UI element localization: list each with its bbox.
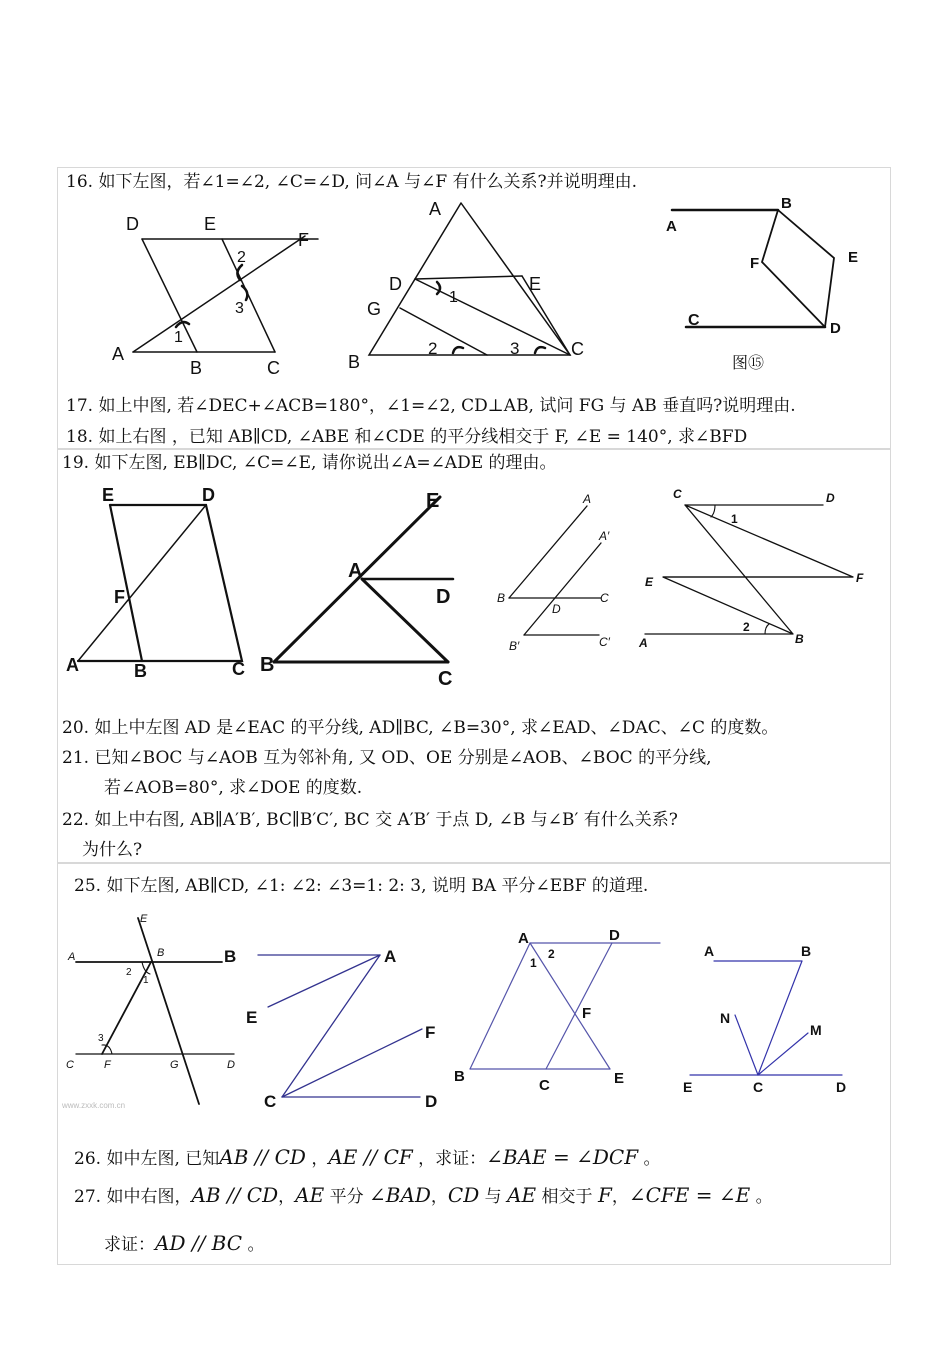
label: F <box>750 255 760 272</box>
math: AE <box>295 1183 325 1207</box>
label: D <box>436 586 451 608</box>
question-21-line1: 21. 已知∠BOC 与∠AOB 互为邻补角, 又 OD、OE 分别是∠AOB、∠BOC 的平分线, <box>62 748 712 768</box>
label: D <box>389 274 402 294</box>
label: E <box>529 274 542 294</box>
label: A <box>583 492 592 506</box>
text: ， <box>611 1187 629 1207</box>
label: C <box>753 1079 764 1095</box>
label: C <box>66 1059 74 1071</box>
label: F <box>104 1059 111 1071</box>
text: 相交于 <box>536 1187 598 1207</box>
label: 2 <box>126 967 132 978</box>
figure-16 <box>100 210 330 385</box>
question-27-prefix: 27. 如中右图， <box>74 1187 192 1207</box>
label: A <box>429 199 442 219</box>
label: 1 <box>143 975 149 986</box>
figure-caption: 图⑮ <box>732 355 765 372</box>
label: E <box>246 1008 258 1027</box>
label: G <box>170 1059 179 1071</box>
label: B <box>454 1068 465 1085</box>
label: F <box>856 571 864 585</box>
math-ab-cd: AB // CD <box>219 1145 306 1169</box>
label: B′ <box>509 639 520 653</box>
question-21-line2: 若∠AOB=80°, 求∠DOE 的度数. <box>104 778 363 798</box>
figure-27 <box>450 925 665 1094</box>
label: D <box>126 214 139 234</box>
label: 1 <box>449 289 458 306</box>
question-19: 19. 如下左图, EB∥DC, ∠C=∠E, 请你说出∠A=∠ADE 的理由。 <box>62 453 557 473</box>
text: 平分 <box>324 1187 369 1207</box>
label: C <box>438 668 453 690</box>
math: F <box>597 1183 612 1207</box>
label: A <box>348 560 363 582</box>
label: E <box>204 214 217 234</box>
label: 3 <box>510 339 520 358</box>
label: A <box>639 636 648 650</box>
figure-28 <box>680 935 860 1100</box>
question-16: 16. 如下左图，若∠1=∠2, ∠C=∠D, 问∠A 与∠F 有什么关系?并说明理由. <box>66 172 638 192</box>
question-18: 18. 如上右图 ，已知 AB∥CD, ∠ABE 和∠CDE 的平分线相交于 F, ∠E = 140°, 求∠BFD <box>66 427 748 447</box>
proof-end: 。 <box>242 1235 265 1255</box>
label: 2 <box>548 947 555 961</box>
question-22-line1: 22. 如上中右图, AB∥A′B′, BC∥B′C′, BC 交 A′B′ 于点 D, ∠B 与∠B′ 有什么关系? <box>62 810 678 830</box>
label: B <box>134 661 147 681</box>
figure-18 <box>660 192 870 382</box>
label: E <box>683 1079 693 1095</box>
label: A <box>666 218 677 235</box>
label: F <box>298 230 309 250</box>
figure-25 <box>62 910 242 1115</box>
math-ae-cf: AE // CF <box>328 1145 413 1169</box>
label: 1 <box>731 512 738 526</box>
figure-17 <box>345 198 595 378</box>
label: B <box>190 358 203 378</box>
label: A <box>66 655 79 675</box>
question-22-line2: 为什么? <box>82 840 143 860</box>
label: C <box>571 339 584 359</box>
label: D <box>826 491 835 505</box>
math-angle-equation: ∠BAE = ∠DCF <box>486 1145 639 1169</box>
label: 1 <box>174 329 183 346</box>
label: D <box>609 927 620 944</box>
label: 1 <box>530 956 537 970</box>
question-26-mid: ，求证： <box>412 1149 487 1169</box>
label: D <box>830 320 841 337</box>
label: E <box>140 913 148 925</box>
label: C <box>264 1092 277 1111</box>
label: G <box>367 299 382 319</box>
figure-23 <box>635 485 875 655</box>
label: A <box>384 947 397 966</box>
figure-19 <box>62 485 262 685</box>
label: M <box>810 1022 822 1038</box>
label: A <box>518 930 529 947</box>
label: A <box>112 344 125 364</box>
label: E <box>426 490 440 512</box>
math: AE <box>507 1183 537 1207</box>
label: N <box>720 1010 731 1026</box>
label: D <box>836 1079 847 1095</box>
label: 2 <box>743 620 750 634</box>
label: E <box>614 1070 625 1087</box>
label: B <box>801 943 812 959</box>
question-27 <box>74 1185 773 1207</box>
label: F <box>425 1023 436 1042</box>
math-ad-bc: AD // BC <box>155 1231 243 1255</box>
question-17: 17. 如上中图, 若∠DEC+∠ACB=180°，∠1=∠2, CD⊥AB, 试问 FG 与 AB 垂直吗?说明理由. <box>66 396 796 416</box>
label: D <box>202 485 215 505</box>
label: 2 <box>428 339 438 358</box>
figure-26 <box>224 935 450 1120</box>
question-25: 25. 如下左图, AB∥CD, ∠1: ∠2: ∠3=1: 2: 3, 说明 BA 平分∠EBF 的道理. <box>74 876 649 896</box>
math: CD <box>447 1183 480 1207</box>
label: E <box>102 485 115 505</box>
label: E <box>645 575 654 589</box>
question-26-prefix: 26. 如中左图, 已知 <box>74 1149 220 1169</box>
watermark: www.zxxk.com.cn <box>62 1101 126 1110</box>
separator: ， <box>305 1149 329 1169</box>
label: D <box>227 1059 235 1071</box>
label: D <box>425 1092 438 1111</box>
label: C′ <box>599 635 610 649</box>
label: B <box>260 654 275 676</box>
label: 3 <box>235 300 244 317</box>
question-27-proof <box>104 1233 264 1255</box>
label: E <box>848 249 859 266</box>
label: B <box>157 947 165 959</box>
question-26-end: 。 <box>638 1149 661 1169</box>
label: C <box>267 358 280 378</box>
label: C <box>600 591 609 605</box>
math: ∠CFE = ∠E <box>628 1183 751 1207</box>
label: F <box>582 1005 592 1022</box>
proof-label: 求证： <box>104 1235 155 1255</box>
question-26 <box>74 1147 661 1169</box>
label: C <box>539 1077 550 1094</box>
label: B <box>497 591 506 605</box>
label: B <box>781 195 792 212</box>
math: ∠BAD <box>368 1183 431 1207</box>
label: 3 <box>98 1033 104 1044</box>
label: B <box>348 352 361 372</box>
label: B <box>224 947 237 966</box>
text: ， <box>430 1187 448 1207</box>
label: A <box>704 943 715 959</box>
label: D <box>552 602 561 616</box>
figure-22 <box>495 488 635 663</box>
label: F <box>114 587 125 607</box>
text: ， <box>278 1187 296 1207</box>
text: 。 <box>750 1187 773 1207</box>
label: A′ <box>599 529 610 543</box>
label: C <box>673 487 682 501</box>
label: C <box>232 659 245 679</box>
question-20: 20. 如上中左图 AD 是∠EAC 的平分线, AD∥BC, ∠B=30°, 求∠EAD、∠DAC、∠C 的度数。 <box>62 718 779 738</box>
label: B <box>795 632 804 646</box>
figure-20 <box>260 485 470 695</box>
text: 与 <box>479 1187 508 1207</box>
math: AB // CD <box>191 1183 279 1207</box>
label: A <box>68 951 76 963</box>
label: 2 <box>237 249 246 266</box>
label: C <box>688 312 700 329</box>
